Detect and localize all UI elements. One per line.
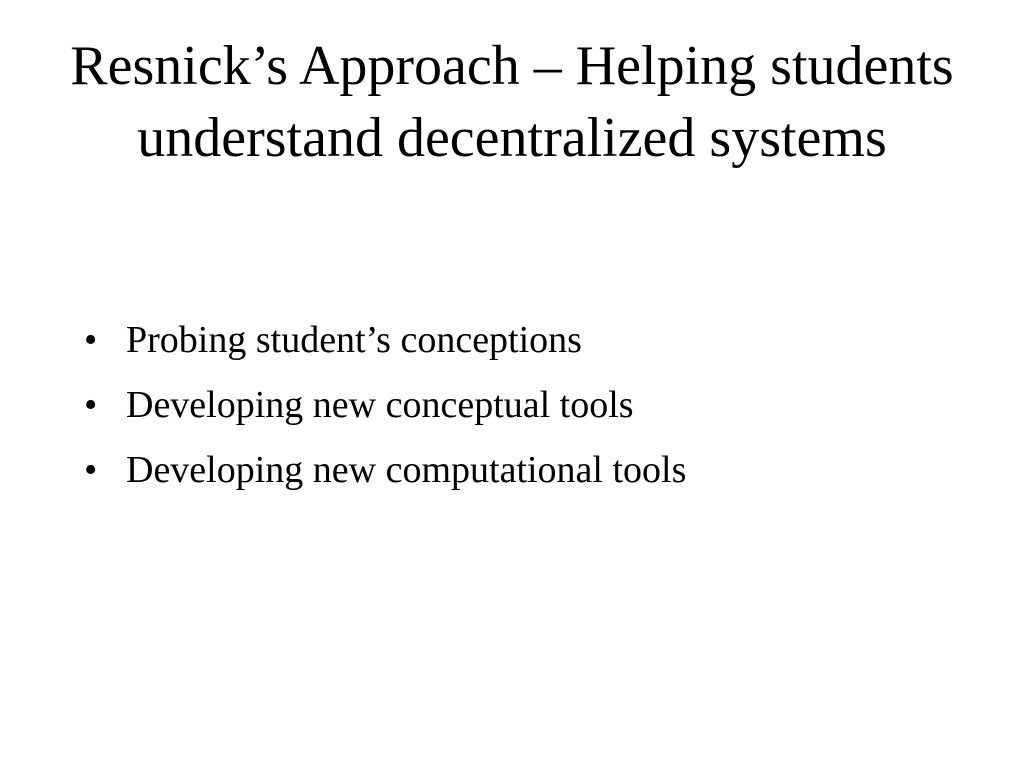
bullet-dot-icon: • — [84, 319, 98, 361]
bullet-text: Probing student’s conceptions — [126, 319, 582, 361]
bullet-text: Developing new computational tools — [126, 449, 687, 491]
bullet-text: Developing new conceptual tools — [126, 384, 634, 426]
bullet-item — [84, 318, 964, 362]
bullet-item — [84, 383, 964, 427]
bullet-dot-icon: • — [84, 449, 98, 491]
bullet-list — [84, 318, 964, 513]
bullet-item — [84, 448, 964, 492]
slide-title: Resnick’s Approach – Helping students understand decentralized systems — [70, 35, 954, 169]
bullet-dot-icon: • — [84, 384, 98, 426]
